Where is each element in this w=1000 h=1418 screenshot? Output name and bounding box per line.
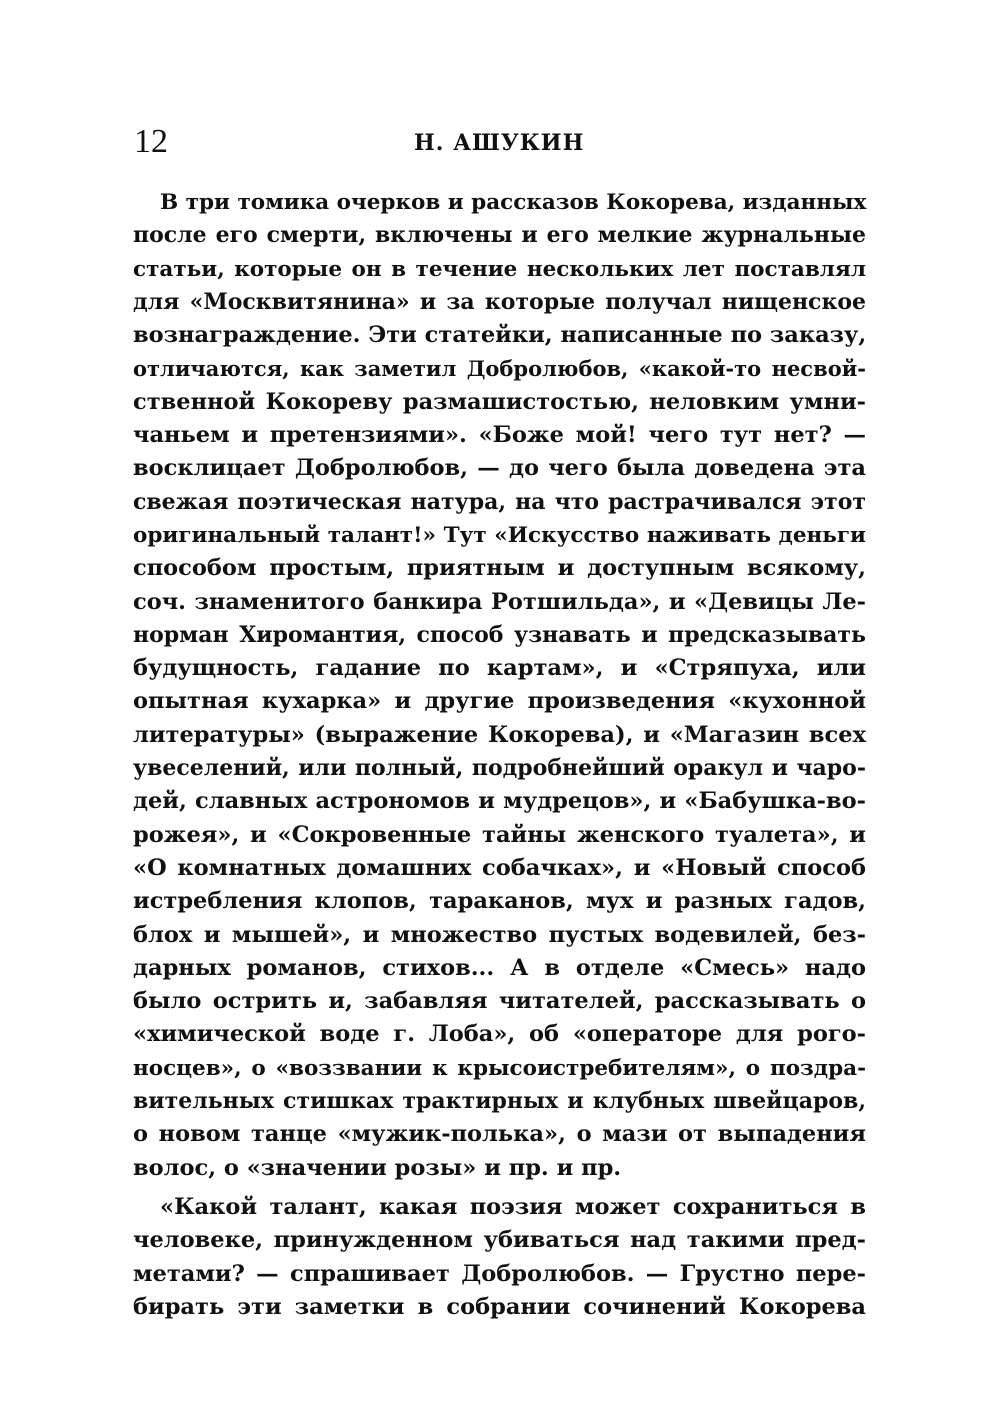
text-line: увеселений, или полный, подробнейший оракул и чаро- (133, 755, 866, 782)
text-line: восклицает Добролюбов, — до чего была доведена эта (133, 455, 866, 482)
text-line: чаньем и претензиями». «Боже мой! чего тут нет? — (133, 422, 866, 449)
text-line: свежая поэтическая натура, на что растрачивался этот (133, 488, 866, 515)
running-head: Н. АШУКИН (414, 130, 585, 156)
text-line: о новом танце «мужик-полька», о мази от выпадения (133, 1121, 866, 1148)
text-line: было острить и, забавляя читателей, рассказывать о (133, 988, 866, 1015)
text-line: блох и мышей», и множество пустых водевилей, без- (133, 921, 866, 948)
text-line: «химической воде г. Лоба», об «операторе для рого- (133, 1021, 866, 1048)
text-line: после его смерти, включены и его мелкие журнальные (133, 222, 866, 249)
text-line: для «Москвитянина» и за которые получал нищенское (133, 288, 866, 315)
text-line: «О комнатных домашних собачках», и «Новый способ (133, 854, 866, 881)
text-line: опытная кухарка» и другие произведения «кухонной (133, 688, 866, 715)
text-line: дей, славных астрономов и мудрецов», и «Бабушка-во- (133, 788, 866, 815)
text-line: вительных стишках трактирных и клубных швейцаров, (133, 1088, 866, 1115)
text-line: бирать эти заметки в собрании сочинений Кокорева (133, 1293, 866, 1320)
text-line: истребления клопов, тараканов, мух и разных гадов, (133, 888, 866, 915)
text-line: В три томика очерков и рассказов Кокорева, изданных (160, 190, 867, 215)
text-line: человеке, принужденном убиваться над такими пред- (133, 1227, 866, 1254)
text-line: литературы» (выражение Кокорева), и «Магазин всех (133, 721, 866, 748)
paragraph-2 (133, 1191, 866, 1324)
text-line: волос, о «значении розы» и пр. и пр. (133, 1154, 622, 1181)
text-line: вознаграждение. Эти статейки, написанные по заказу, (133, 322, 867, 349)
text-line: носцев», о «воззвании к крысоистребителям», о поздра- (133, 1055, 866, 1081)
text-line: дарных романов, стихов... А в отделе «Смесь» надо (133, 954, 866, 981)
text-line: статьи, которые он в течение нескольких лет поставлял (133, 256, 866, 282)
text-line: рожея», и «Сокровенные тайны женского туалета», и (133, 821, 866, 848)
body-text (133, 186, 866, 1324)
text-line: метами? — спрашивает Добролюбов. — Грустно пере- (133, 1260, 866, 1287)
text-line: оригинальный талант!» Тут «Искусство наживать деньги (133, 522, 866, 548)
text-line: способом простым, приятным и доступным всякому, (133, 555, 866, 582)
text-line: ственной Кокореву размашистостью, неловким умни- (133, 388, 866, 415)
text-line: отличаются, как заметил Добролюбов, «какой-то несвой- (133, 356, 866, 382)
paragraph-1 (133, 186, 866, 1185)
text-line: соч. знаменитого банкира Ротшильда», и «Девицы Ле- (133, 588, 866, 615)
text-line: «Какой талант, какая поэзия может сохраниться в (160, 1193, 866, 1220)
text-line: будущность, гадание по картам», и «Стряпуха, или (133, 655, 866, 682)
text-line: норман Хиромантия, способ узнавать и предсказывать (133, 621, 866, 648)
page-number: 12 (134, 123, 168, 160)
